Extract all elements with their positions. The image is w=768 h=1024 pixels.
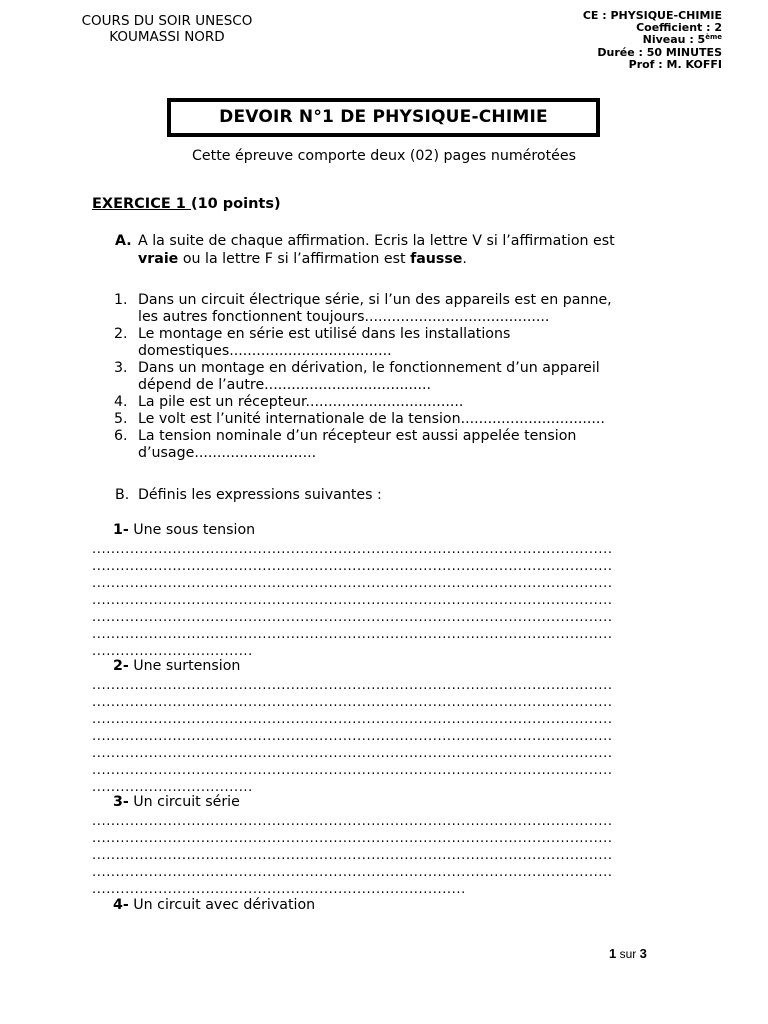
statement-text-cont: d’usage........................... <box>138 445 317 461</box>
answer-lines-3[interactable]: .............................................................................................................. .............................................................................................................. .............................................................................................................. .............................................................................................................. ............................................................................... <box>92 814 613 897</box>
statement-text-cont: domestiques.................................... <box>138 343 392 359</box>
statement-text: Le volt est l’unité internationale de la tension................................ <box>138 411 605 427</box>
part-b-instruction: B. Définis les expressions suivantes : <box>115 487 382 503</box>
statement-item <box>114 326 674 360</box>
answer-lines-1[interactable]: .............................................................................................................. .............................................................................................................. .............................................................................................................. .............................................................................................................. .............................................................................................................. .............................................................................................................. .................................. <box>92 542 613 659</box>
statement-list <box>114 292 674 462</box>
question-4: 4- Un circuit avec dérivation <box>113 897 316 913</box>
exercise-title: EXERCICE 1 (10 points) <box>92 196 281 212</box>
statement-number: 5. <box>114 411 128 427</box>
part-a-label: A. <box>115 233 132 249</box>
school-line-1: COURS DU SOIR UNESCO <box>81 13 253 29</box>
statement-item <box>114 411 674 428</box>
exam-info <box>583 10 722 71</box>
niveau: Niveau : 5ème <box>642 33 722 47</box>
statement-text-cont: dépend de l’autre..................................... <box>138 377 432 393</box>
question-3: 3- Un circuit série <box>113 794 240 810</box>
statement-text-cont: les autres fonctionnent toujours......................................... <box>138 309 550 325</box>
statement-text: Dans un circuit électrique série, si l’un des appareils est en panne, <box>138 292 612 308</box>
school-name <box>60 13 274 45</box>
question-2: 2- Une surtension <box>113 658 241 674</box>
intro-text: Cette épreuve comporte deux (02) pages numérotées <box>192 148 576 164</box>
statement-number: 3. <box>114 360 128 376</box>
question-1: 1- Une sous tension <box>113 522 256 538</box>
statement-item <box>114 428 674 462</box>
answer-lines-2[interactable]: .............................................................................................................. .............................................................................................................. .............................................................................................................. .............................................................................................................. .............................................................................................................. .............................................................................................................. .................................. <box>92 678 613 795</box>
part-a-instruction: A. A la suite de chaque affirmation. Ecris la lettre V si l’affirmation est vraie ou la lettre F si l’affirmation est fausse. <box>115 233 615 267</box>
statement-number: 2. <box>114 326 128 342</box>
prof: Prof : M. KOFFI <box>628 57 722 71</box>
statement-text: La tension nominale d’un récepteur est aussi appelée tension <box>138 428 577 444</box>
statement-number: 4. <box>114 394 128 410</box>
school-line-2: KOUMASSI NORD <box>109 29 225 45</box>
duree: Durée : 50 MINUTES <box>597 45 722 59</box>
statement-item <box>114 360 674 394</box>
statement-text: Le montage en série est utilisé dans les installations <box>138 326 511 342</box>
page-number: 1 sur 3 <box>609 946 647 961</box>
coefficient: Coefficient : 2 <box>636 21 722 35</box>
statement-number: 1. <box>114 292 128 308</box>
exam-title: DEVOIR N°1 DE PHYSIQUE-CHIMIE <box>167 98 600 137</box>
class-subject: CE : PHYSIQUE-CHIMIE <box>582 9 722 22</box>
statement-item <box>114 292 674 326</box>
statement-item <box>114 394 674 411</box>
statement-text: Dans un montage en dérivation, le fonctionnement d’un appareil <box>138 360 600 376</box>
statement-text: La pile est un récepteur................................... <box>138 394 464 410</box>
statement-number: 6. <box>114 428 128 444</box>
part-b-label: B. <box>115 487 130 503</box>
